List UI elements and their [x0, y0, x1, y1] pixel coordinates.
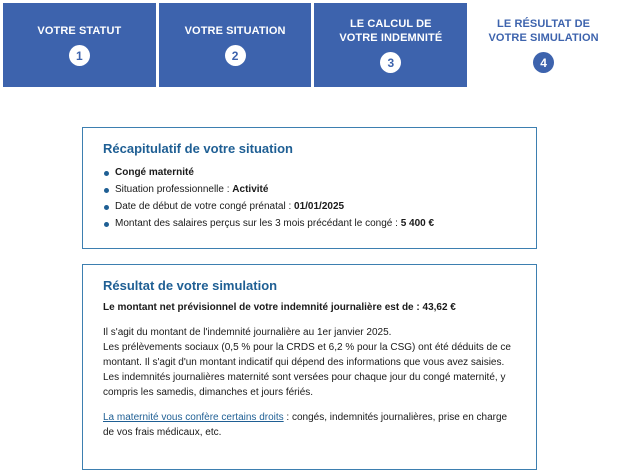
- rights-paragraph: [103, 410, 516, 440]
- start-date-label: Date de début de votre congé prénatal :: [115, 201, 295, 212]
- recap-card: [82, 127, 537, 249]
- salary-label: Montant des salaires perçus sur les 3 mois précédant le congé :: [115, 218, 401, 229]
- step-label: LE RÉSULTAT DE VOTRE SIMULATION: [488, 18, 599, 44]
- step-resultat-simulation: [470, 3, 617, 87]
- step-number-badge: 2: [225, 45, 246, 66]
- step-votre-statut[interactable]: [3, 3, 156, 87]
- leave-type-value: Congé maternité: [115, 167, 194, 178]
- salary-value: 5 400 €: [400, 218, 435, 229]
- step-votre-situation[interactable]: [159, 3, 312, 87]
- situation-value: Activité: [232, 184, 269, 195]
- result-card: [82, 264, 537, 470]
- list-item-start-date: [103, 199, 516, 215]
- step-number-badge: 4: [533, 52, 554, 73]
- step-label: VOTRE SITUATION: [184, 25, 286, 37]
- step-label: VOTRE STATUT: [37, 25, 122, 37]
- step-number-badge: 3: [380, 52, 401, 73]
- step-number-badge: 1: [69, 45, 90, 66]
- progress-stepper: [3, 3, 617, 87]
- list-item-situation: [103, 182, 516, 198]
- list-item-leave-type: [103, 165, 516, 181]
- result-title: Résultat de votre simulation: [103, 278, 278, 293]
- start-date-value: 01/01/2025: [294, 201, 345, 212]
- result-amount: Le montant net prévisionnel de votre indemnité journalière est de : 43,62 €: [103, 302, 456, 313]
- step-label: LE CALCUL DE VOTRE INDEMNITÉ: [339, 18, 443, 44]
- list-item-salary: [103, 216, 516, 232]
- situation-label: Situation professionnelle :: [115, 184, 233, 195]
- rights-suffix: : congés, indemnités journalières, prise en charge de vos frais médicaux, etc.: [103, 412, 508, 438]
- result-explanation: [103, 325, 516, 400]
- result-line-1: Il s'agit du montant de l'indemnité journalière au 1er janvier 2025.: [103, 327, 392, 338]
- maternity-rights-link[interactable]: La maternité vous confère certains droits: [103, 412, 284, 423]
- step-calcul-indemnite[interactable]: [314, 3, 467, 87]
- recap-title: Récapitulatif de votre situation: [103, 141, 293, 156]
- result-line-2: Les prélèvements sociaux (0,5 % pour la CRDS et 6,2 % pour la CSG) ont été déduits de ce montant. Il s'agit d'un montant indicatif qui dépend des informations que vous avez saisies. Les indemnités journalières maternité sont versées pour chaque jour du congé maternité, y compris les samedis, dimanches et jours fériés.: [103, 342, 511, 398]
- recap-list: [103, 165, 516, 232]
